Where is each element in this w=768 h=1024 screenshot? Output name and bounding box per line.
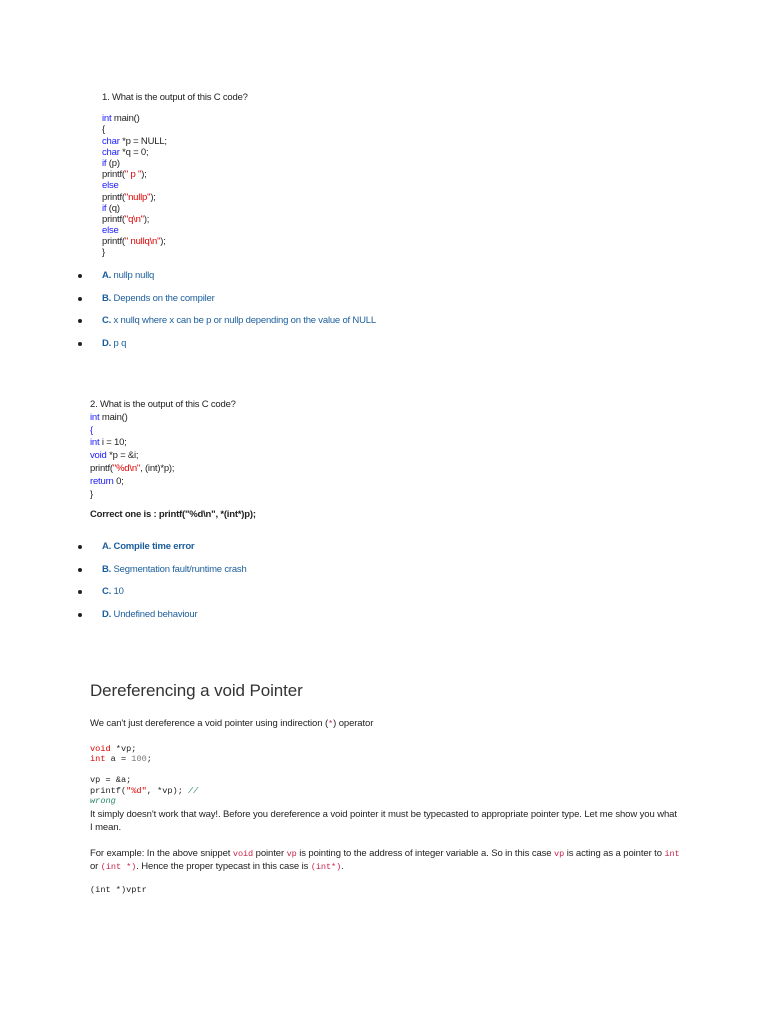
section-code-block	[90, 744, 198, 806]
code-keyword: if	[102, 157, 107, 169]
code-text: );	[150, 191, 156, 203]
question-2-code	[90, 412, 256, 502]
code-text: a =	[105, 754, 132, 765]
option-letter: B.	[102, 564, 112, 575]
option-letter: D.	[102, 338, 112, 349]
para-text: For example: In the above snippet	[90, 848, 233, 859]
code-keyword: int	[90, 411, 100, 423]
code-text: printf(	[102, 169, 125, 181]
question-1-option-c[interactable]	[0, 315, 768, 329]
code-string: "%d\n"	[112, 462, 141, 474]
code-text: , *vp);	[146, 785, 189, 796]
code-text: main()	[99, 411, 128, 423]
code-text: {	[90, 424, 93, 436]
bullet-icon	[78, 297, 82, 301]
code-keyword: char	[102, 146, 120, 158]
option-letter: B.	[102, 293, 112, 304]
inline-code: (int*)	[310, 861, 342, 872]
inline-code: *	[328, 719, 334, 729]
code-text: );	[141, 169, 147, 181]
para-text: is acting as a pointer to	[564, 848, 665, 859]
question-1-title: 1. What is the output of this C code?	[102, 92, 248, 103]
code-text: *p = &i;	[106, 450, 139, 462]
code-text: );	[160, 236, 166, 248]
code-keyword: void	[90, 450, 107, 462]
question-1-option-b[interactable]	[0, 293, 768, 307]
code-text: vp = &a;	[90, 775, 132, 786]
code-text: 0;	[113, 475, 124, 487]
code-keyword: int	[90, 437, 100, 449]
code-text: , (int)*p);	[140, 462, 175, 474]
code-keyword: int	[90, 754, 106, 765]
code-text: printf(	[102, 191, 125, 203]
para-text: .	[341, 860, 344, 872]
code-comment: //	[188, 785, 199, 796]
option-text: Undefined behaviour	[111, 609, 198, 620]
code-string: "nullp"	[124, 191, 151, 203]
para-text: or	[90, 860, 101, 872]
question-1-code	[102, 113, 248, 258]
bullet-icon	[78, 545, 82, 549]
inline-code: vp	[554, 849, 565, 859]
code-string: "q\n"	[124, 213, 144, 225]
inline-code: int	[664, 849, 680, 859]
code-keyword: char	[102, 135, 120, 147]
para-text: is pointing to the address of integer variable a. So in this case	[296, 848, 555, 859]
section-paragraph-1: It simply doesn't work that way!. Before you dereference a void pointer it must be typecasted to appropriate pointer type. Let me show you what I mean.	[90, 809, 677, 833]
code-text: }	[102, 247, 105, 259]
para-text: . Hence the proper typecast in this case is	[136, 860, 311, 872]
bullet-icon	[78, 274, 82, 278]
inline-code: vp	[286, 849, 297, 859]
section-intro	[90, 718, 680, 731]
code-text: (p)	[106, 157, 120, 169]
code-keyword: if	[102, 202, 107, 214]
question-1-option-a[interactable]	[0, 270, 768, 284]
code-keyword: void	[90, 744, 111, 754]
code-text: printf(	[102, 236, 125, 248]
section-heading: Dereferencing a void Pointer	[90, 681, 303, 700]
option-text: p q	[111, 338, 127, 349]
option-letter: A.	[102, 270, 112, 281]
question-1-option-d[interactable]	[0, 338, 768, 352]
final-code-snippet: (int *)vptr	[90, 885, 147, 895]
question-1	[102, 92, 248, 259]
option-text: x nullq where x can be p or nullp depending on the value of NULL	[111, 315, 376, 326]
code-keyword: else	[102, 225, 119, 237]
code-text: ;	[146, 754, 152, 765]
code-text: *q = 0;	[119, 146, 149, 158]
question-2-option-a[interactable]	[0, 541, 768, 555]
bullet-icon	[78, 613, 82, 617]
code-text: );	[143, 213, 150, 225]
code-keyword: int	[102, 113, 112, 125]
option-text: nullp nullq	[111, 270, 155, 281]
code-text: printf(	[102, 213, 125, 225]
option-text: Compile time error	[111, 541, 195, 552]
option-text: Depends on the compiler	[111, 293, 215, 304]
para-text: pointer	[253, 848, 287, 859]
question-2-option-d[interactable]	[0, 609, 768, 623]
intro-text: We can't just dereference a void pointer using indirection (	[90, 718, 329, 729]
section-paragraph-2	[90, 848, 680, 873]
option-letter: D.	[102, 609, 112, 620]
code-number: 100	[131, 754, 147, 765]
bullet-icon	[78, 319, 82, 323]
option-text: 10	[111, 586, 124, 597]
question-2-note: Correct one is : printf("%d\n", *(int*)p);	[90, 509, 256, 521]
code-text: }	[90, 488, 93, 500]
question-2-option-b[interactable]	[0, 564, 768, 578]
code-text: printf(	[90, 462, 113, 474]
code-keyword: return	[90, 475, 114, 487]
option-letter: C.	[102, 315, 112, 326]
option-text: Segmentation fault/runtime crash	[111, 564, 247, 575]
option-letter: C.	[102, 586, 112, 597]
code-string: " p "	[124, 169, 142, 181]
bullet-icon	[78, 568, 82, 572]
code-text: i = 10;	[99, 437, 127, 449]
question-2-option-c[interactable]	[0, 586, 768, 600]
code-keyword: else	[102, 180, 119, 192]
code-text: *vp;	[110, 744, 137, 754]
code-text: (q)	[106, 202, 120, 214]
code-string: "%d"	[126, 785, 147, 796]
bullet-icon	[78, 342, 82, 346]
code-string: " nullq\n"	[124, 236, 161, 248]
code-comment: wrong	[90, 795, 116, 806]
code-text: *p = NULL;	[119, 135, 167, 147]
bullet-icon	[78, 590, 82, 594]
inline-code: void	[232, 849, 254, 859]
code-text: main()	[111, 113, 140, 125]
code-text: printf(	[90, 785, 127, 796]
code-text: {	[102, 124, 105, 136]
option-letter: A.	[102, 541, 112, 552]
question-2-title: 2. What is the output of this C code?	[90, 399, 236, 410]
intro-text: ) operator	[333, 718, 374, 729]
question-2	[90, 399, 256, 522]
inline-code: (int *)	[100, 861, 137, 872]
